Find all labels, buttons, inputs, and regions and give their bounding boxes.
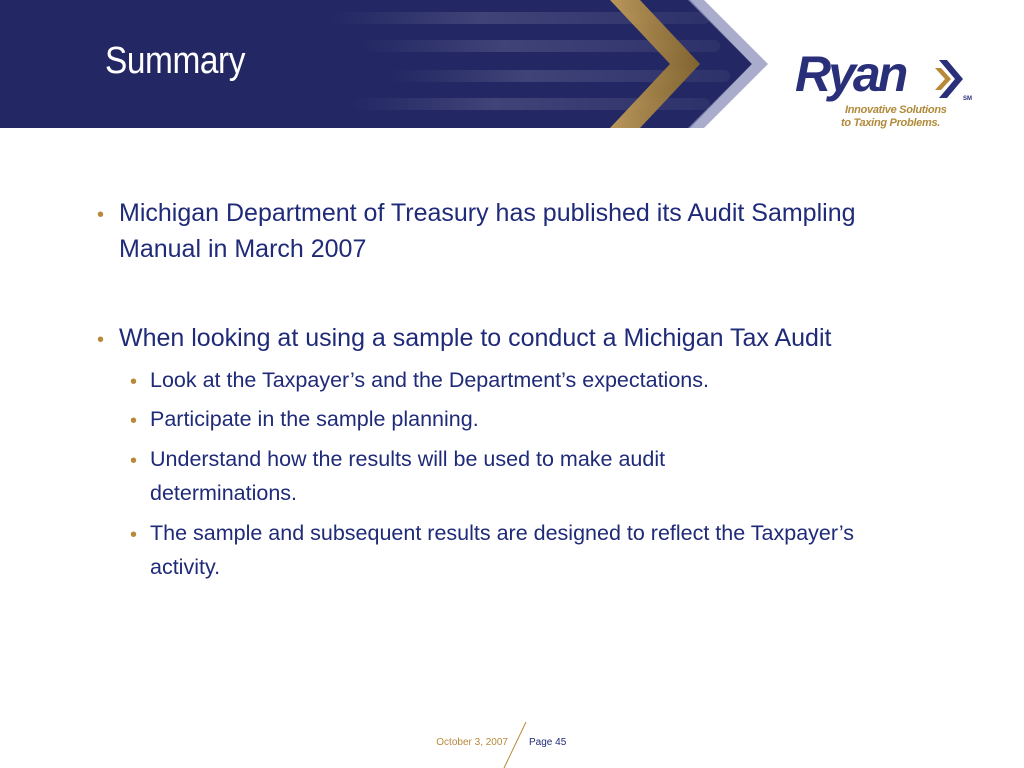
- bullet-icon: •: [97, 329, 105, 351]
- slide-title: Summary: [105, 40, 245, 82]
- sub-bullet-icon: •: [130, 450, 138, 472]
- logo-tagline-line2: to Taxing Problems.: [841, 117, 941, 129]
- bullet-icon: •: [97, 204, 105, 226]
- bullet-item: Michigan Department of Treasury has published its Audit Sampling Manual in March 2007: [119, 199, 856, 263]
- footer-divider: [500, 722, 530, 768]
- sub-bullet-item: Participate in the sample planning.: [150, 407, 479, 431]
- sub-bullet-icon: •: [130, 410, 138, 432]
- logo-wordmark: Ryan: [795, 46, 906, 102]
- footer-page-number: Page 45: [529, 737, 567, 748]
- sub-bullet-item: Understand how the results will be used to make audit determinations.: [150, 447, 666, 505]
- logo-tagline-line1: Innovative Solutions: [845, 104, 947, 116]
- footer-date: October 3, 2007: [436, 737, 508, 748]
- ryan-logo: [795, 46, 985, 140]
- bullet-item: When looking at using a sample to conduct a Michigan Tax Audit: [119, 324, 832, 352]
- sub-bullet-icon: •: [130, 524, 138, 546]
- logo-service-mark: SM: [963, 96, 972, 102]
- sub-bullet-icon: •: [130, 371, 138, 393]
- sub-bullet-item: Look at the Taxpayer’s and the Department’s expectations.: [150, 368, 709, 392]
- sub-bullet-item: The sample and subsequent results are designed to reflect the Taxpayer’s activity.: [150, 521, 854, 579]
- logo-tagline: [841, 104, 947, 130]
